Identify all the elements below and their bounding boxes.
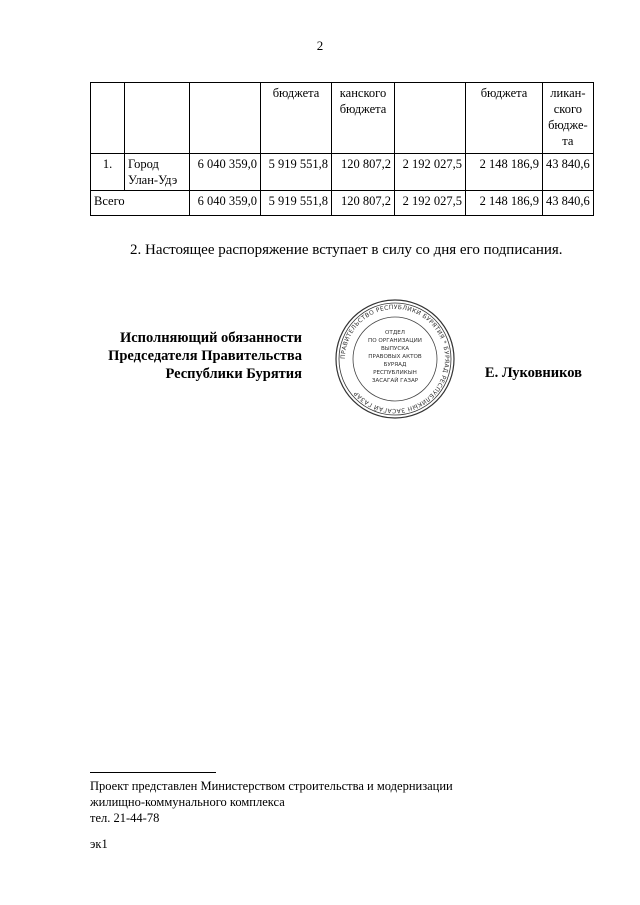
- footer-line: жилищно-коммунального комплекса: [90, 795, 285, 809]
- total-value-cell: 43 840,6: [543, 191, 594, 216]
- footer-line: Проект представлен Министерством строительства и модернизации: [90, 779, 453, 793]
- seal-line: ПО ОРГАНИЗАЦИИ: [368, 338, 422, 344]
- seal-line: БУРЯАД: [383, 362, 407, 368]
- row-number-cell: 1.: [91, 154, 125, 191]
- budget-table: [90, 82, 594, 216]
- table-header-row: [91, 83, 594, 154]
- header-cell: бюджета: [466, 83, 543, 154]
- signer-title-line: Республики Бурятия: [165, 366, 302, 382]
- seal-line: ПРАВОВЫХ АКТОВ: [368, 354, 422, 360]
- municipality-cell: Город Улан-Удэ: [125, 154, 190, 191]
- seal-line: ОТДЕЛ: [385, 330, 405, 336]
- signer-name: Е. Луковников: [484, 365, 582, 381]
- total-label-cell: Всего: [91, 191, 190, 216]
- seal-line: ЗАСАГАЙ ГАЗАР: [371, 378, 419, 384]
- value-cell: 120 807,2: [332, 154, 395, 191]
- table-total-row: [91, 191, 594, 216]
- value-cell: 43 840,6: [543, 154, 594, 191]
- seal-line: ВЫПУСКА: [380, 346, 410, 352]
- header-cell: канского бюджета: [332, 83, 395, 154]
- header-cell: бюджета: [261, 83, 332, 154]
- table-row: [91, 154, 594, 191]
- total-value-cell: 6 040 359,0: [190, 191, 261, 216]
- signer-title-line: Исполняющий обязанности: [119, 330, 302, 346]
- header-cell: [125, 83, 190, 154]
- signer-title: [90, 329, 302, 383]
- footer-line: тел. 21-44-78: [90, 811, 160, 825]
- value-cell: 2 192 027,5: [395, 154, 466, 191]
- value-cell: 6 040 359,0: [190, 154, 261, 191]
- footer-divider: [90, 772, 216, 773]
- value-cell: 2 148 186,9: [466, 154, 543, 191]
- effective-date-paragraph: 2. Настоящее распоряжение вступает в силу со дня его подписания.: [130, 242, 563, 258]
- document-code: эк1: [90, 837, 108, 851]
- header-cell: ликан-ского бюдже-та: [543, 83, 594, 154]
- total-value-cell: 2 192 027,5: [395, 191, 466, 216]
- header-cell: [91, 83, 125, 154]
- seal-outer-text: ПРАВИТЕЛЬСТВО РЕСПУБЛИКИ БУРЯТИЯ * БУРЯАД РЕСПУБЛИКЫН ЗАСАГАЙ ГАЗАР: [339, 303, 451, 415]
- total-value-cell: 120 807,2: [332, 191, 395, 216]
- header-cell: [190, 83, 261, 154]
- total-value-cell: 2 148 186,9: [466, 191, 543, 216]
- seal-line: РЕСПУБЛИКЫН: [373, 370, 417, 376]
- page-number: 2: [316, 38, 324, 53]
- footer-note: [90, 778, 453, 852]
- signer-title-line: Председателя Правительства: [108, 348, 302, 364]
- header-cell: [395, 83, 466, 154]
- value-cell: 5 919 551,8: [261, 154, 332, 191]
- total-value-cell: 5 919 551,8: [261, 191, 332, 216]
- official-seal-icon: [334, 298, 456, 420]
